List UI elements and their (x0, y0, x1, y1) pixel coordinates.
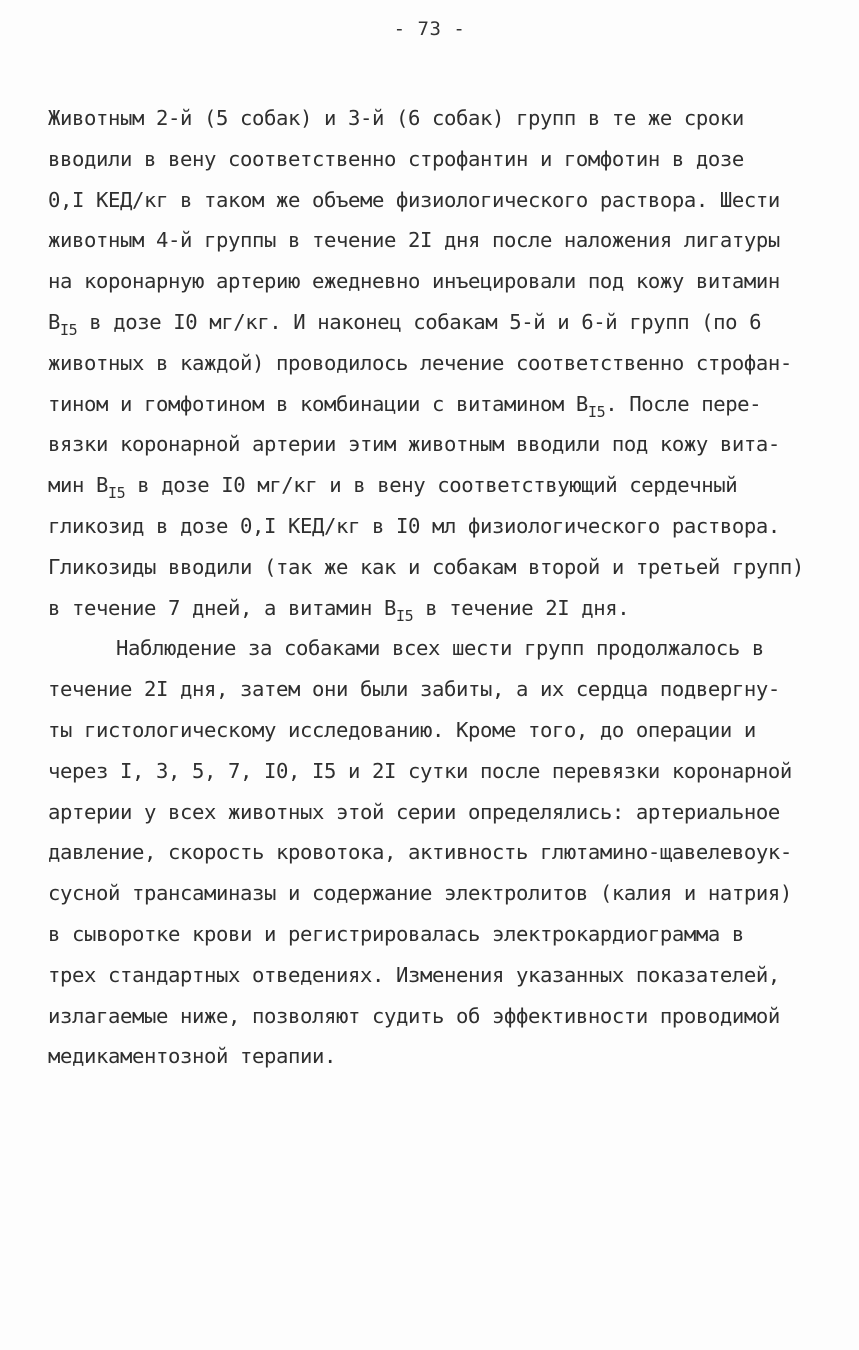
text-segment: мин В (48, 473, 108, 498)
text-line: вводили в вену соответственно строфантин и гомфотин в дозе (48, 146, 744, 171)
subscript: I5 (108, 484, 126, 503)
text-line: вязки коронарной артерии этим животным вводили под кожу вита- (48, 432, 780, 457)
text-line: ты гистологическому исследованию. Кроме того, до операции и (48, 717, 756, 742)
text-segment: тином и гомфотином в комбинации с витамином В (48, 391, 588, 416)
text-line (48, 465, 838, 506)
text-segment: В (48, 309, 60, 334)
text-line: животным 4-й группы в течение 2I дня после наложения лигатуры (48, 228, 780, 253)
text-line (48, 384, 838, 425)
text-line: трех стандартных отведениях. Изменения указанных показателей, (48, 962, 780, 987)
text-line: течение 2I дня, затем они были забиты, а их сердца подвергну- (48, 677, 780, 702)
page-number: - 73 - (393, 18, 466, 40)
text-line: гликозид в дозе 0,I КЕД/кг в I0 мл физиологического раствора. (48, 513, 780, 538)
paragraph-first-line: Наблюдение за собаками всех шести групп продолжалось в (116, 636, 764, 661)
body-text (48, 98, 838, 1077)
text-line: животных в каждой) проводилось лечение соответственно строфан- (48, 350, 792, 375)
text-segment: в течение 7 дней, а витамин В (48, 595, 396, 620)
text-segment: в дозе I0 мг/кг и в вену соответствующий сердечный (125, 473, 738, 498)
text-line: в сыворотке крови и регистрировалась электрокардиограмма в (48, 921, 744, 946)
text-line: через I, 3, 5, 7, I0, I5 и 2I сутки после перевязки коронарной (48, 758, 792, 783)
subscript: I5 (395, 606, 414, 625)
text-line: давление, скорость кровотока, активность глютамино-щавелевоук- (48, 840, 792, 865)
text-line: медикаментозной терапии. (48, 1044, 336, 1069)
text-line (48, 302, 838, 343)
text-line: Животным 2-й (5 собак) и 3-й (6 собак) групп в те же сроки (48, 106, 744, 130)
text-segment: в течение 2I дня. (413, 595, 630, 620)
subscript: I5 (60, 320, 78, 339)
text-line: артерии у всех животных этой серии определялись: артериальное (48, 799, 780, 824)
text-line: на коронарную артерию ежедневно инъецировали под кожу витамин (48, 269, 780, 294)
subscript: I5 (587, 402, 606, 421)
text-segment: . После пере- (605, 391, 762, 416)
text-segment: в дозе I0 мг/кг. И наконец собакам 5-й и 6-й групп (по 6 (77, 309, 762, 334)
text-line: излагаемые ниже, позволяют судить об эффективности проводимой (48, 1003, 780, 1028)
text-line: 0,I КЕД/кг в таком же объеме физиологического раствора. Шести (48, 187, 780, 212)
text-line: Гликозиды вводили (так же как и собакам второй и третьей групп) (48, 554, 804, 579)
text-line (48, 588, 838, 629)
text-line: сусной трансаминазы и содержание электролитов (калия и натрия) (48, 881, 792, 906)
